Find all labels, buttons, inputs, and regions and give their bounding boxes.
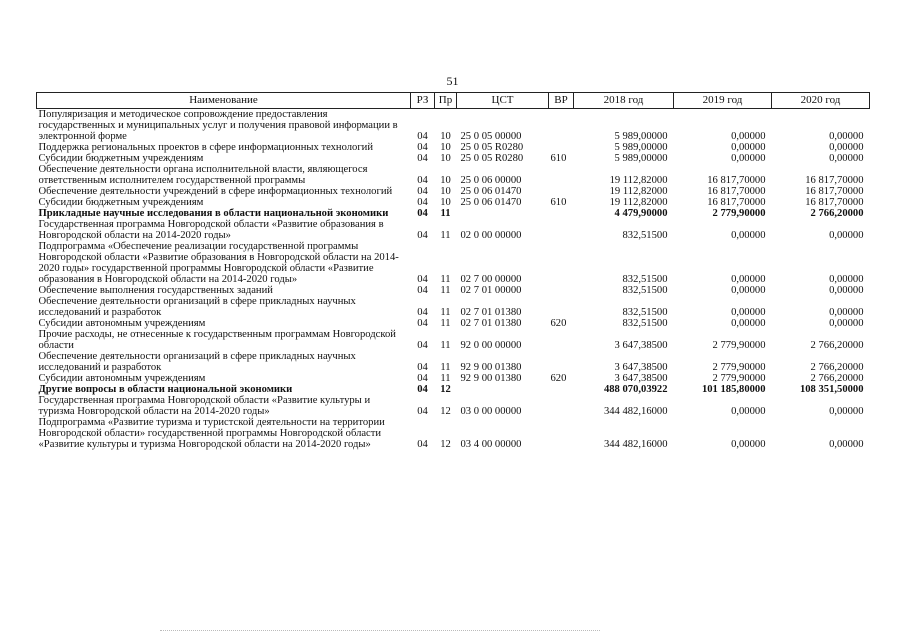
- cell-name: Другие вопросы в области национальной экономики: [38, 384, 293, 395]
- cell-name: Обеспечение деятельности организаций в сфере прикладных научных исследований и разработок: [38, 296, 356, 318]
- table-row: [37, 186, 870, 197]
- cell-vr: 620: [550, 373, 567, 384]
- cell-y2020: 2 766,20000: [810, 373, 864, 384]
- cell-y2018: 5 989,00000: [614, 131, 668, 142]
- cell-name: Прочие расходы, не отнесенные к государственным программам Новгородской области: [38, 329, 396, 351]
- cell-name: Обеспечение выполнения государственных заданий: [38, 285, 273, 296]
- header-2020: 2020 год: [772, 93, 870, 109]
- cell-vr: [549, 109, 574, 143]
- cell-y2018: 5 989,00000: [614, 153, 668, 164]
- cell-y2018: 3 647,38500: [614, 373, 668, 384]
- cell-y2019: 0,00000: [731, 318, 766, 329]
- cell-name: Популяризация и методическое сопровождение предоставления государственных и муниципальных услуг и получения правовой информации в электронной форме: [38, 109, 398, 142]
- cell-rz: 04: [417, 197, 428, 208]
- cell-name: Подпрограмма «Развитие туризма и туристской деятельности на территории Новгородской области» государственной программы Новгородской области «Развитие культуры и туризма Новгородской области на 2014-2020 годы»: [38, 417, 385, 450]
- table-row: [37, 164, 870, 186]
- table-row: [37, 208, 870, 219]
- cell-rz: 04: [417, 285, 428, 296]
- cell-y2019: 0,00000: [731, 285, 766, 296]
- header-rz: РЗ: [411, 93, 435, 109]
- cell-y2020: 108 351,50000: [799, 384, 864, 395]
- cell-rz: 04: [417, 384, 428, 395]
- cell-rz: 04: [417, 142, 428, 153]
- scan-artifact-line: [160, 630, 600, 633]
- cell-rz: 04: [417, 274, 428, 285]
- cell-name: Государственная программа Новгородской области «Развитие культуры и туризма Новгородской области на 2014-2020 годы»: [38, 395, 371, 417]
- cell-name: Субсидии автономным учреждениям: [38, 318, 206, 329]
- cell-y2020: 0,00000: [829, 318, 864, 329]
- cell-rz: 04: [417, 153, 428, 164]
- cell-y2020: 0,00000: [829, 307, 864, 318]
- header-pr: Пр: [435, 93, 457, 109]
- cell-pr: 12: [440, 439, 451, 450]
- cell-pr: 10: [440, 175, 451, 186]
- cell-y2019: 0,00000: [731, 153, 766, 164]
- cell-y2018: 3 647,38500: [614, 340, 668, 351]
- cell-y2018: 832,51500: [622, 318, 668, 329]
- cell-name: Подпрограмма «Обеспечение реализации государственной программы Новгородской области «Развитие образования в Новгородской области на 2014-2020 годы» государственной программы Новгородской области «Развитие образования в Новгородской области на 2014-2020 годы»: [38, 241, 399, 285]
- budget-table: [36, 92, 870, 450]
- table-row: [37, 219, 870, 241]
- table-row: [37, 241, 870, 285]
- cell-rz: 04: [417, 373, 428, 384]
- cell-pr: 11: [440, 285, 451, 296]
- cell-name: Обеспечение деятельности организаций в сфере прикладных научных исследований и разработок: [38, 351, 356, 373]
- cell-cst: 03 0 00 00000: [460, 406, 522, 417]
- cell-y2019: 2 779,90000: [712, 362, 766, 373]
- cell-cst: 92 9 00 01380: [460, 373, 522, 384]
- cell-y2020: 0,00000: [829, 285, 864, 296]
- header-2018: 2018 год: [574, 93, 674, 109]
- cell-cst: 25 0 05 00000: [460, 131, 522, 142]
- cell-name: Государственная программа Новгородской области «Развитие образования в Новгородской области на 2014-2020 годы»: [38, 219, 384, 241]
- table-row: [37, 417, 870, 450]
- cell-cst: 02 7 00 00000: [460, 274, 522, 285]
- table-row: [37, 384, 870, 395]
- cell-y2019: 16 817,70000: [707, 186, 766, 197]
- cell-pr: 10: [440, 186, 451, 197]
- table-header: [37, 93, 870, 109]
- cell-vr: 610: [550, 197, 567, 208]
- cell-vr: [549, 186, 574, 197]
- cell-name: Обеспечение деятельности учреждений в сфере информационных технологий: [38, 186, 393, 197]
- table-row: [37, 285, 870, 296]
- header-cst: ЦСТ: [457, 93, 549, 109]
- cell-y2020: 16 817,70000: [805, 197, 864, 208]
- cell-pr: 12: [440, 384, 451, 395]
- table-row: [37, 373, 870, 384]
- cell-y2018: 344 482,16000: [603, 406, 668, 417]
- cell-rz: 04: [417, 307, 428, 318]
- cell-rz: 04: [417, 340, 428, 351]
- cell-cst: 25 0 06 01470: [460, 186, 522, 197]
- cell-cst: 92 9 00 01380: [460, 362, 522, 373]
- cell-y2020: 0,00000: [829, 142, 864, 153]
- cell-y2018: 832,51500: [622, 307, 668, 318]
- cell-y2020: 2 766,20000: [810, 340, 864, 351]
- cell-rz: 04: [417, 230, 428, 241]
- cell-vr: [549, 395, 574, 417]
- cell-y2018: 832,51500: [622, 285, 668, 296]
- cell-vr: [549, 417, 574, 450]
- cell-y2018: 5 989,00000: [614, 142, 668, 153]
- cell-y2019: 0,00000: [731, 131, 766, 142]
- cell-y2020: 2 766,20000: [810, 362, 864, 373]
- cell-pr: 11: [440, 274, 451, 285]
- cell-vr: [549, 142, 574, 153]
- cell-y2019: 2 779,90000: [712, 340, 766, 351]
- cell-vr: 620: [550, 318, 567, 329]
- cell-y2018: 832,51500: [622, 230, 668, 241]
- cell-cst: 25 0 06 01470: [460, 197, 522, 208]
- cell-y2018: 832,51500: [622, 274, 668, 285]
- cell-pr: 11: [440, 373, 451, 384]
- cell-rz: 04: [417, 318, 428, 329]
- cell-y2020: 0,00000: [829, 131, 864, 142]
- cell-y2019: 0,00000: [731, 307, 766, 318]
- cell-name: Прикладные научные исследования в области национальной экономики: [38, 208, 389, 219]
- cell-y2018: 19 112,82000: [609, 186, 668, 197]
- cell-y2018: 344 482,16000: [603, 439, 668, 450]
- table-row: [37, 153, 870, 164]
- cell-pr: 11: [440, 340, 451, 351]
- cell-y2020: 0,00000: [829, 153, 864, 164]
- cell-y2019: 0,00000: [731, 406, 766, 417]
- table-row: [37, 109, 870, 143]
- header-name: Наименование: [37, 93, 411, 109]
- cell-rz: 04: [417, 131, 428, 142]
- cell-cst: [457, 384, 549, 395]
- table-row: [37, 296, 870, 318]
- cell-cst: 25 0 05 R0280: [460, 153, 524, 164]
- cell-vr: 610: [550, 153, 567, 164]
- cell-name: Субсидии автономным учреждениям: [38, 373, 206, 384]
- cell-y2018: 19 112,82000: [609, 197, 668, 208]
- cell-pr: 11: [440, 208, 451, 219]
- header-2019: 2019 год: [674, 93, 772, 109]
- cell-y2018: 19 112,82000: [609, 175, 668, 186]
- cell-y2019: 2 779,90000: [712, 208, 766, 219]
- cell-pr: 11: [440, 318, 451, 329]
- cell-cst: 92 0 00 00000: [460, 340, 522, 351]
- cell-rz: 04: [417, 362, 428, 373]
- cell-y2018: 488 070,03922: [603, 384, 668, 395]
- cell-cst: 25 0 06 00000: [460, 175, 522, 186]
- cell-pr: 11: [440, 230, 451, 241]
- cell-y2019: 0,00000: [731, 439, 766, 450]
- cell-pr: 11: [440, 362, 451, 373]
- cell-pr: 10: [440, 153, 451, 164]
- cell-name: Субсидии бюджетным учреждениям: [38, 197, 204, 208]
- table-row: [37, 318, 870, 329]
- cell-pr: 10: [440, 131, 451, 142]
- cell-name: Обеспечение деятельности органа исполнительной власти, являющегося ответственным исполнителем государственной программы: [38, 164, 368, 186]
- cell-vr: [549, 285, 574, 296]
- cell-y2020: 0,00000: [829, 230, 864, 241]
- table-row: [37, 395, 870, 417]
- cell-vr: [549, 241, 574, 285]
- cell-cst: 02 7 01 01380: [460, 318, 522, 329]
- cell-cst: [457, 208, 549, 219]
- cell-vr: [549, 384, 574, 395]
- cell-rz: 04: [417, 406, 428, 417]
- table-row: [37, 142, 870, 153]
- cell-pr: 12: [440, 406, 451, 417]
- cell-y2019: 101 185,80000: [701, 384, 766, 395]
- cell-rz: 04: [417, 439, 428, 450]
- cell-rz: 04: [417, 175, 428, 186]
- cell-y2019: 0,00000: [731, 230, 766, 241]
- cell-pr: 10: [440, 142, 451, 153]
- cell-y2020: 0,00000: [829, 439, 864, 450]
- cell-rz: 04: [417, 208, 428, 219]
- table-body: [37, 109, 870, 451]
- cell-vr: [549, 208, 574, 219]
- cell-pr: 10: [440, 197, 451, 208]
- cell-y2019: 0,00000: [731, 142, 766, 153]
- cell-pr: 11: [440, 307, 451, 318]
- cell-y2020: 16 817,70000: [805, 186, 864, 197]
- cell-y2019: 2 779,90000: [712, 373, 766, 384]
- cell-y2020: 0,00000: [829, 274, 864, 285]
- cell-y2019: 16 817,70000: [707, 175, 766, 186]
- cell-y2018: 3 647,38500: [614, 362, 668, 373]
- cell-y2020: 16 817,70000: [805, 175, 864, 186]
- cell-cst: 02 0 00 00000: [460, 230, 522, 241]
- cell-y2020: 0,00000: [829, 406, 864, 417]
- cell-vr: [549, 329, 574, 351]
- header-vr: ВР: [549, 93, 574, 109]
- cell-y2018: 4 479,90000: [614, 208, 668, 219]
- table-row: [37, 351, 870, 373]
- cell-vr: [549, 219, 574, 241]
- page-number: 51: [446, 74, 459, 88]
- cell-cst: 25 0 05 R0280: [460, 142, 524, 153]
- cell-vr: [549, 296, 574, 318]
- cell-vr: [549, 351, 574, 373]
- cell-y2020: 2 766,20000: [810, 208, 864, 219]
- cell-name: Поддержка региональных проектов в сфере информационных технологий: [38, 142, 374, 153]
- cell-cst: 02 7 01 00000: [460, 285, 522, 296]
- table-row: [37, 197, 870, 208]
- cell-rz: 04: [417, 186, 428, 197]
- cell-vr: [549, 164, 574, 186]
- cell-cst: 03 4 00 00000: [460, 439, 522, 450]
- cell-name: Субсидии бюджетным учреждениям: [38, 153, 204, 164]
- cell-cst: 02 7 01 01380: [460, 307, 522, 318]
- table-row: [37, 329, 870, 351]
- cell-y2019: 0,00000: [731, 274, 766, 285]
- cell-y2019: 16 817,70000: [707, 197, 766, 208]
